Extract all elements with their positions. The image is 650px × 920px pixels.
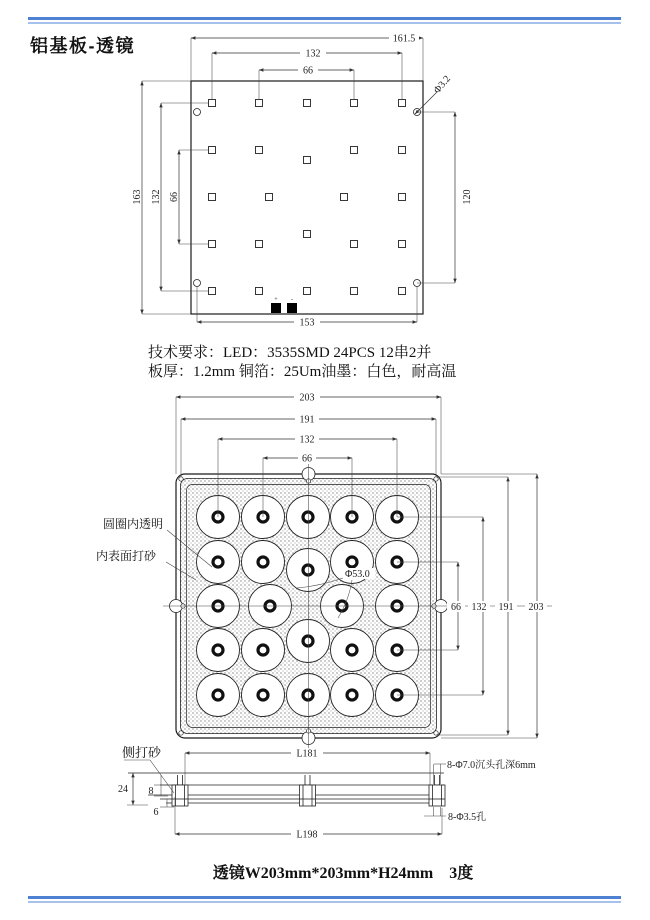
pcb-view <box>132 33 473 329</box>
dim-lens-top-2: 191 <box>299 414 315 426</box>
dim-pcb-bottom: 153 <box>299 317 315 329</box>
dim-lens-right-inner: 66 <box>451 602 461 613</box>
dim-pcb-left-outer: 163 <box>132 189 143 205</box>
hole-note: Φ3.2 <box>431 73 454 96</box>
lens-view <box>96 393 552 749</box>
dim-lens-top-3: 132 <box>299 434 315 446</box>
minus-mark: - <box>290 296 294 303</box>
dim-lens-right-3: 191 <box>498 602 514 613</box>
plus-mark: + <box>274 296 278 303</box>
dim-side-height: 24 <box>118 784 128 795</box>
dim-pcb-top-mid: 132 <box>305 48 321 60</box>
label-inner-sandblast: 内表面打砂 <box>96 549 157 563</box>
dim-side-step1: 8 <box>148 786 154 797</box>
dim-pcb-left-mid: 132 <box>151 189 162 205</box>
note-hole: 8-Φ3.5孔 <box>448 812 487 823</box>
tech-line2: 板厚：1.2mm 铜箔：25Um油墨：白色，耐高温 <box>148 364 457 380</box>
lens-caption: 透镜W203mm*203mm*H24mm 3度 <box>212 865 474 882</box>
dim-pcb-left-inner: 66 <box>169 192 180 202</box>
dim-side-width-bottom: L198 <box>296 829 318 841</box>
dim-side-step2: 6 <box>153 807 159 818</box>
dim-pcb-top-outer: 161.5 <box>392 33 416 45</box>
dim-lens-top-outer: 203 <box>299 392 315 404</box>
dim-pcb-top-inner: 66 <box>303 65 313 77</box>
dim-lens-right-2: 132 <box>471 602 487 613</box>
note-counterbore: 8-Φ7.0沉头孔深6mm <box>447 760 536 771</box>
pcb-board-outline <box>191 81 423 314</box>
side-view <box>118 745 536 841</box>
dim-pcb-right: 120 <box>462 189 473 205</box>
label-side-sandblast: 侧打砂 <box>122 745 162 760</box>
label-clear-circle: 圆圈内透明 <box>103 517 164 531</box>
dim-lens-right-outer: 203 <box>528 602 544 613</box>
optic-diameter-note: Φ53.0 <box>345 569 370 580</box>
page-title: 铝基板-透镜 <box>30 36 135 56</box>
tech-line1: 技术要求：LED：3535SMD 24PCS 12串2并 <box>148 345 432 361</box>
dim-side-width-top: L181 <box>296 748 318 760</box>
dim-lens-top-inner: 66 <box>302 453 312 465</box>
mounting-bosses <box>172 775 445 806</box>
